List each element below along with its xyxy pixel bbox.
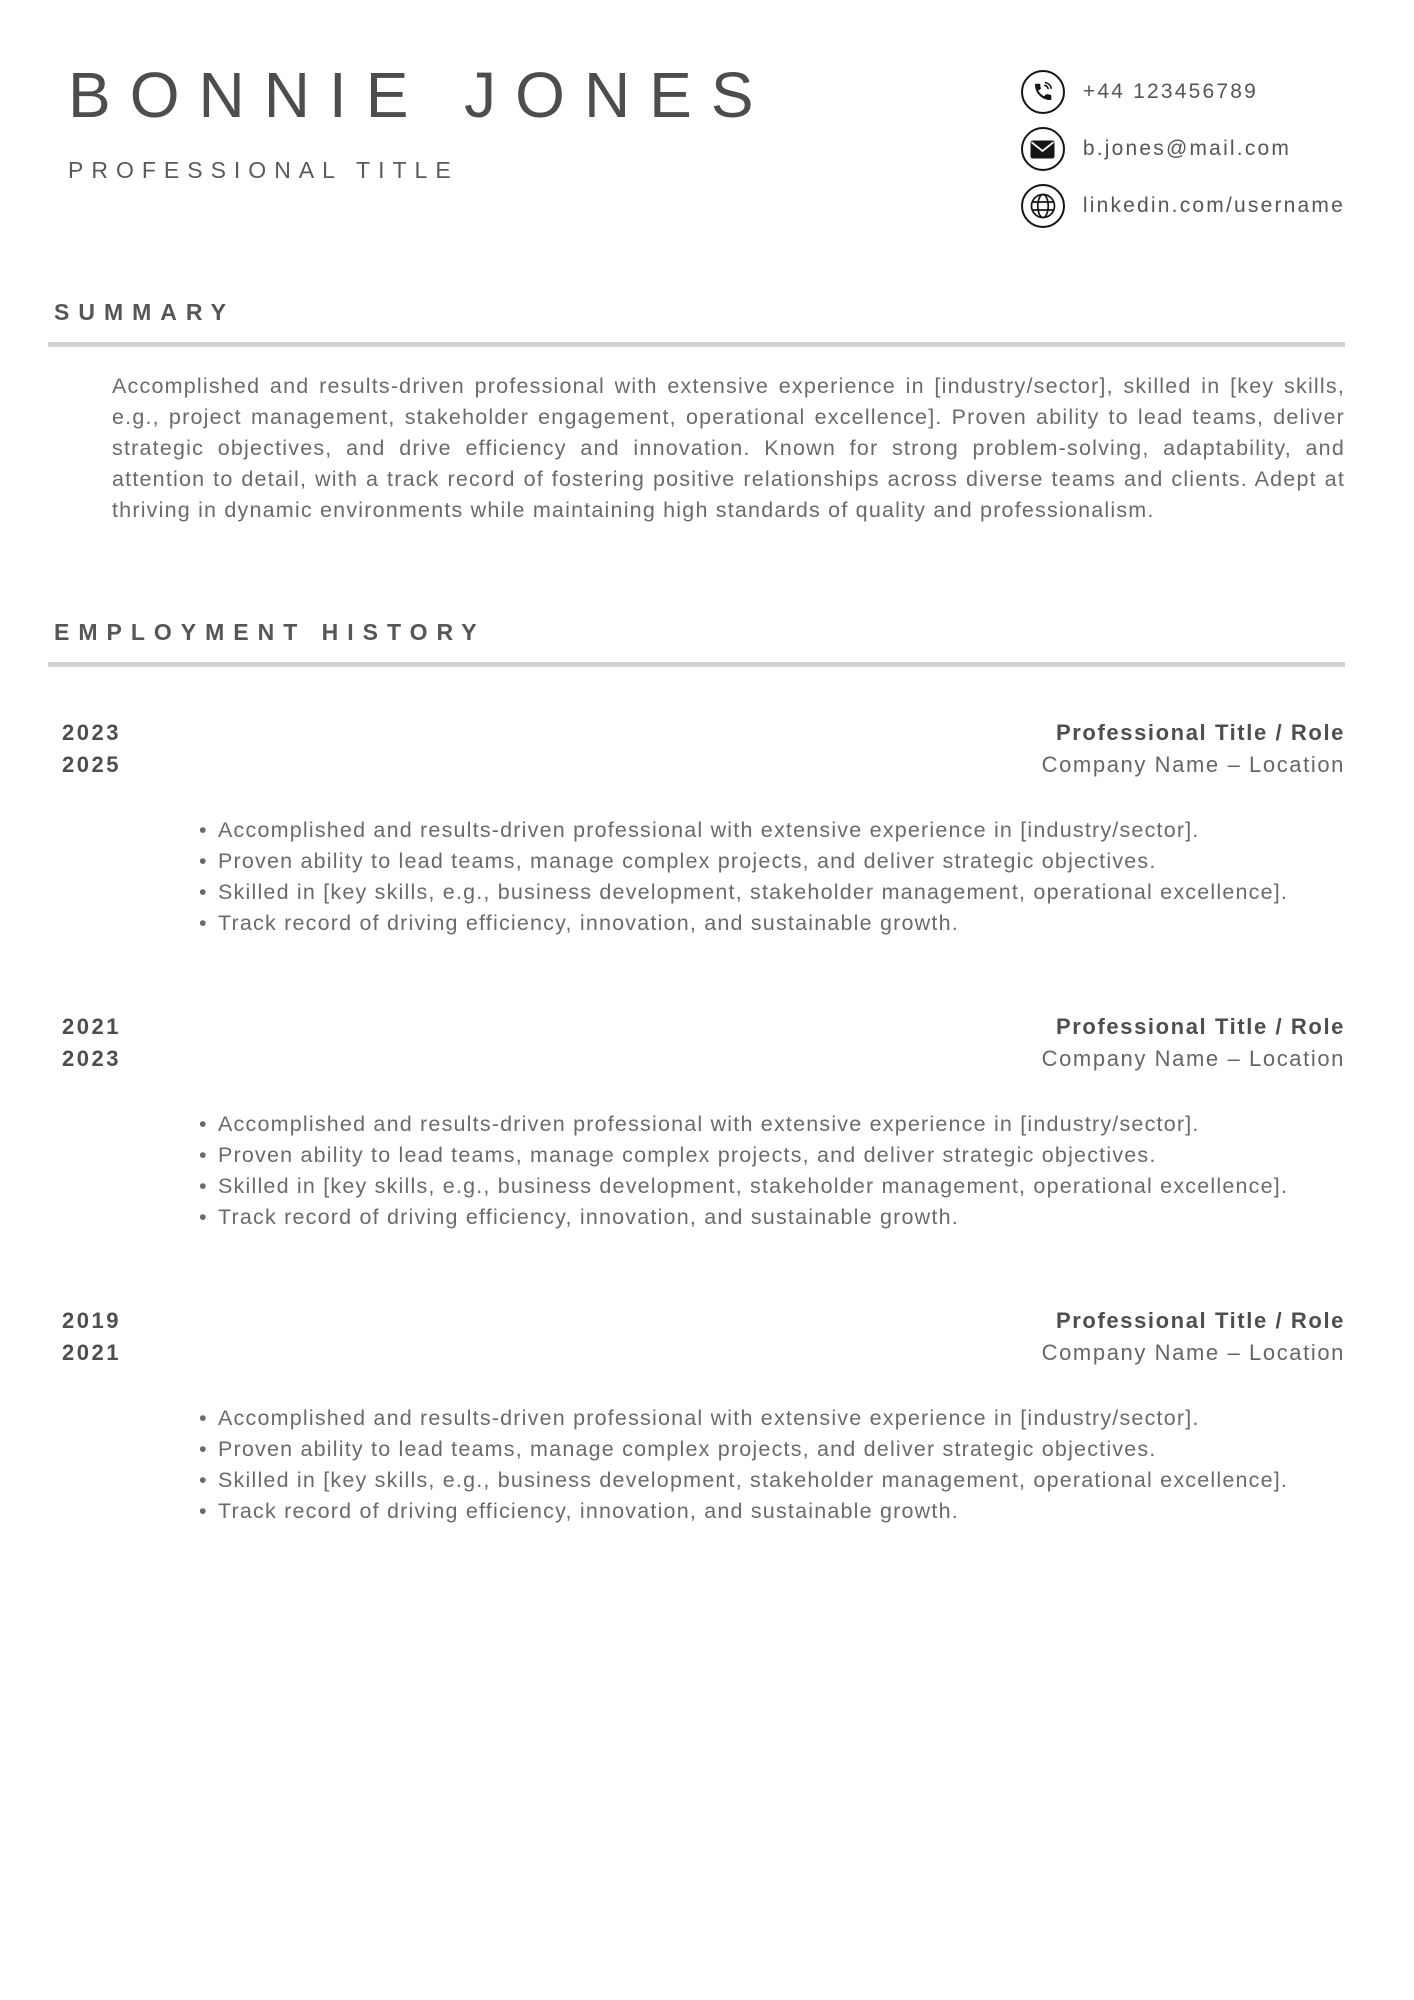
- job-year-start: 2023: [62, 720, 121, 745]
- job-years: [62, 1305, 121, 1369]
- job-bullet: • Track record of driving efficiency, innovation, and sustainable growth.: [218, 908, 1345, 939]
- employment-history-section: [0, 618, 1414, 1527]
- job-bullet-list: [48, 1109, 1345, 1233]
- job-bullet: • Accomplished and results-driven professional with extensive experience in [industry/sector].: [218, 815, 1345, 846]
- globe-icon: [1021, 184, 1065, 228]
- job-year-start: 2021: [62, 1014, 121, 1039]
- section-divider: [48, 662, 1345, 667]
- job-bullet: • Track record of driving efficiency, innovation, and sustainable growth.: [218, 1202, 1345, 1233]
- identity-block: [68, 59, 773, 184]
- job-bullet-list: [48, 815, 1345, 939]
- job-title: Professional Title / Role: [1056, 1014, 1345, 1039]
- phone-number: +44 123456789: [1082, 80, 1259, 103]
- job-bullet: • Skilled in [key skills, e.g., business development, stakeholder management, operational excellence].: [218, 1465, 1345, 1496]
- job-role-block: [1042, 1011, 1345, 1075]
- job-company: Company Name – Location: [1041, 1340, 1345, 1365]
- contact-block: [1021, 62, 1345, 228]
- job-role-block: [1042, 717, 1345, 781]
- job-title: Professional Title / Role: [1056, 1308, 1345, 1333]
- job-bullet: • Accomplished and results-driven professional with extensive experience in [industry/sector].: [218, 1403, 1345, 1434]
- summary-heading: SUMMARY: [54, 299, 235, 325]
- job-bullet: • Track record of driving efficiency, innovation, and sustainable growth.: [218, 1496, 1345, 1527]
- job-bullet: • Skilled in [key skills, e.g., business development, stakeholder management, operational excellence].: [218, 1171, 1345, 1202]
- job-header: [48, 717, 1345, 781]
- person-professional-title: PROFESSIONAL TITLE: [68, 157, 459, 184]
- employment-history-heading: EMPLOYMENT HISTORY: [54, 619, 486, 645]
- job-entry: [48, 1011, 1345, 1233]
- job-bullet-list: [48, 1403, 1345, 1527]
- job-bullet: • Proven ability to lead teams, manage complex projects, and deliver strategic objectives.: [218, 1140, 1345, 1171]
- contact-row-phone: [1021, 70, 1345, 114]
- resume-header: [0, 0, 1414, 228]
- job-year-start: 2019: [62, 1308, 121, 1333]
- job-company: Company Name – Location: [1041, 752, 1345, 777]
- job-years: [62, 1011, 121, 1075]
- contact-row-email: [1021, 127, 1345, 171]
- job-bullet: • Proven ability to lead teams, manage complex projects, and deliver strategic objectives.: [218, 1434, 1345, 1465]
- email-address: b.jones@mail.com: [1082, 137, 1292, 160]
- job-entry: [48, 717, 1345, 939]
- job-title: Professional Title / Role: [1056, 720, 1345, 745]
- job-company: Company Name – Location: [1041, 1046, 1345, 1071]
- job-years: [62, 717, 121, 781]
- job-bullet: • Accomplished and results-driven professional with extensive experience in [industry/sector].: [218, 1109, 1345, 1140]
- job-year-end: 2023: [62, 1046, 121, 1071]
- job-header: [48, 1305, 1345, 1369]
- phone-icon: [1021, 70, 1065, 114]
- job-entry: [48, 1305, 1345, 1527]
- contact-row-website: [1021, 184, 1345, 228]
- section-divider: [48, 342, 1345, 347]
- linkedin-url: linkedin.com/username: [1082, 194, 1345, 217]
- person-name: BONNIE JONES: [68, 59, 773, 131]
- job-year-end: 2025: [62, 752, 121, 777]
- summary-section: [0, 298, 1414, 526]
- job-role-block: [1042, 1305, 1345, 1369]
- job-year-end: 2021: [62, 1340, 121, 1365]
- job-bullet: • Proven ability to lead teams, manage complex projects, and deliver strategic objectives.: [218, 846, 1345, 877]
- summary-paragraph: Accomplished and results-driven professional with extensive experience in [industry/sector], skilled in [key skills, e.g., project management, stakeholder engagement, operational excellence]. Proven ability to lead teams, deliver strategic objectives, and drive efficiency and innovation. Known for strong problem-solving, adaptability, and attention to detail, with a track record of fostering positive relationships across diverse teams and clients. Adept at thriving in dynamic environments while maintaining high standards of quality and professionalism.: [112, 374, 1345, 522]
- job-header: [48, 1011, 1345, 1075]
- email-icon: [1021, 127, 1065, 171]
- job-bullet: • Skilled in [key skills, e.g., business development, stakeholder management, operational excellence].: [218, 877, 1345, 908]
